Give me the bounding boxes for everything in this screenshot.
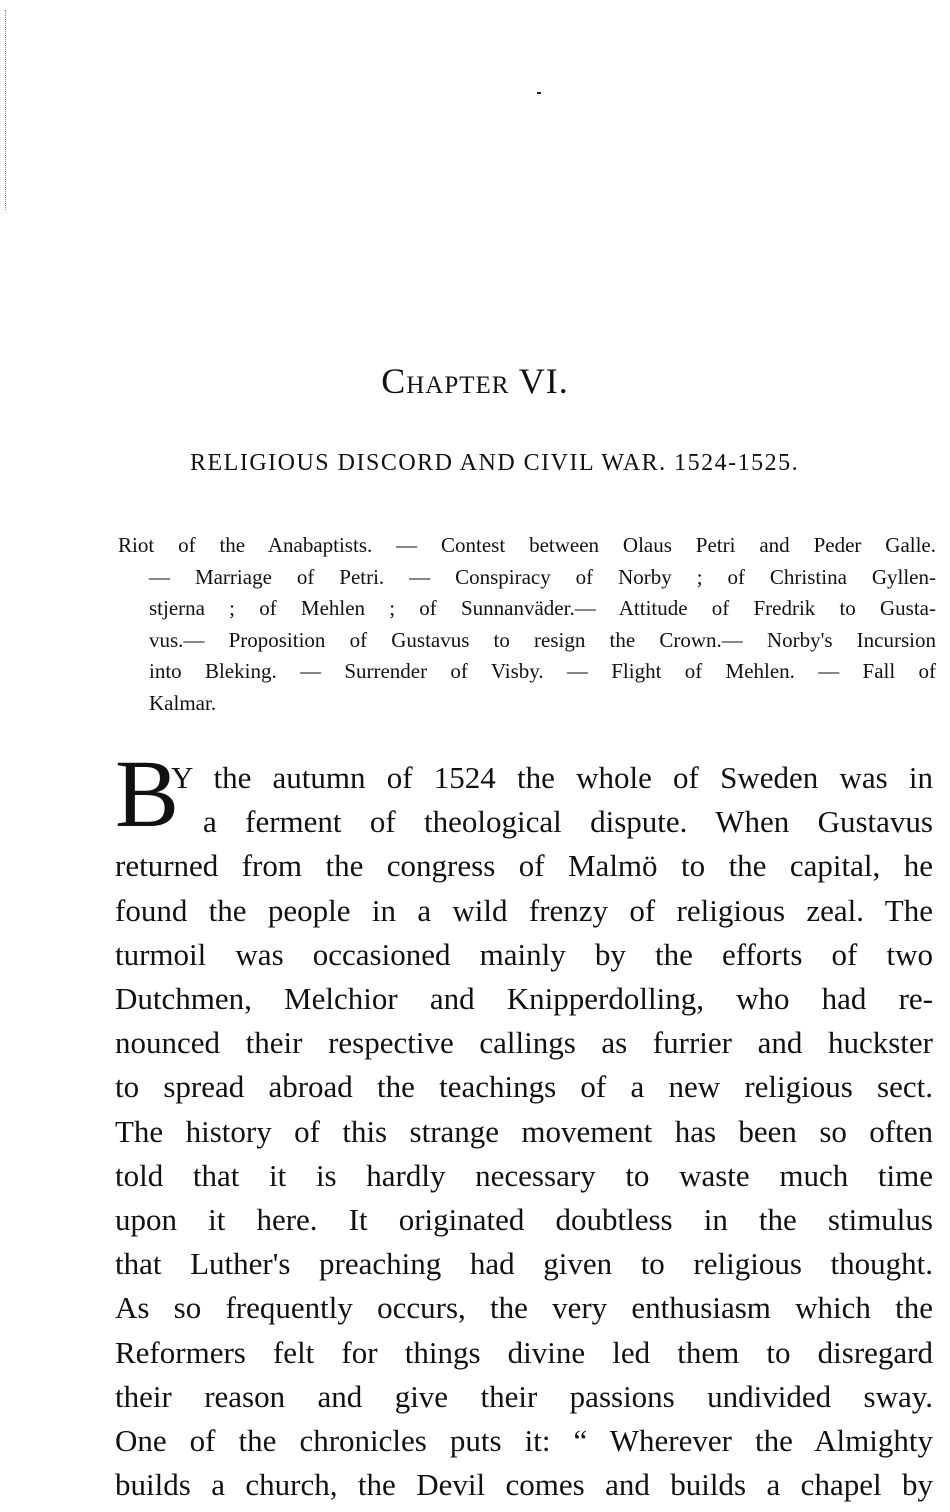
body-line: Dutchmen, Melchior and Knipperdolling, who had re- <box>115 981 933 1017</box>
synopsis-line: Kalmar. <box>149 690 217 715</box>
body-line: told that it is hardly necessary to waste much time <box>115 1157 933 1193</box>
body-line: Y the autumn of 1524 the whole of Sweden was in <box>171 760 933 795</box>
chapter-subtitle: RELIGIOUS DISCORD AND CIVIL WAR. 1524-1525. <box>190 450 800 476</box>
margin-scan-marks <box>5 10 8 210</box>
scan-speck <box>537 92 541 94</box>
chapter-title: Chapter VI. <box>381 361 569 401</box>
body-line: that Luther's preaching had given to religious thought. <box>115 1246 933 1282</box>
synopsis-line: vus.— Proposition of Gustavus to resign the Crown.— Norby's Incursion <box>149 627 936 652</box>
body-line: returned from the congress of Malmö to the capital, he <box>115 848 933 884</box>
body-line: As so frequently occurs, the very enthusiasm which the <box>115 1290 933 1326</box>
body-line: their reason and give their passions undivided sway. <box>115 1378 933 1414</box>
body-line: upon it here. It originated doubtless in the stimulus <box>115 1202 933 1238</box>
synopsis-line: into Bleking. — Surrender of Visby. — Flight of Mehlen. — Fall of <box>149 659 936 683</box>
body-line: builds a church, the Devil comes and builds a chapel by <box>115 1467 933 1503</box>
drop-cap: B <box>115 740 180 847</box>
synopsis-line: — Marriage of Petri. — Conspiracy of Norby ; of Christina Gyllen- <box>149 564 936 589</box>
body-line: Reformers felt for things divine led them to disregard <box>115 1334 933 1370</box>
chapter-synopsis <box>118 530 936 719</box>
body-line: found the people in a wild frenzy of religious zeal. The <box>115 892 933 928</box>
body-line: to spread abroad the teachings of a new religious sect. <box>115 1069 933 1105</box>
body-line: nounced their respective callings as furrier and huckster <box>115 1025 933 1061</box>
synopsis-line: Riot of the Anabaptists. — Contest between Olaus Petri and Peder Galle. <box>118 533 936 557</box>
body-line: turmoil was occasioned mainly by the efforts of two <box>115 936 933 972</box>
synopsis-line: stjerna ; of Mehlen ; of Sunnanväder.— Attitude of Fredrik to Gusta- <box>149 596 936 620</box>
body-line: The history of this strange movement has been so often <box>115 1113 933 1149</box>
body-line: One of the chronicles puts it: “ Wherever the Almighty <box>115 1423 933 1459</box>
body-paragraph <box>115 756 933 1507</box>
body-line: a ferment of theological dispute. When Gustavus <box>203 804 933 840</box>
